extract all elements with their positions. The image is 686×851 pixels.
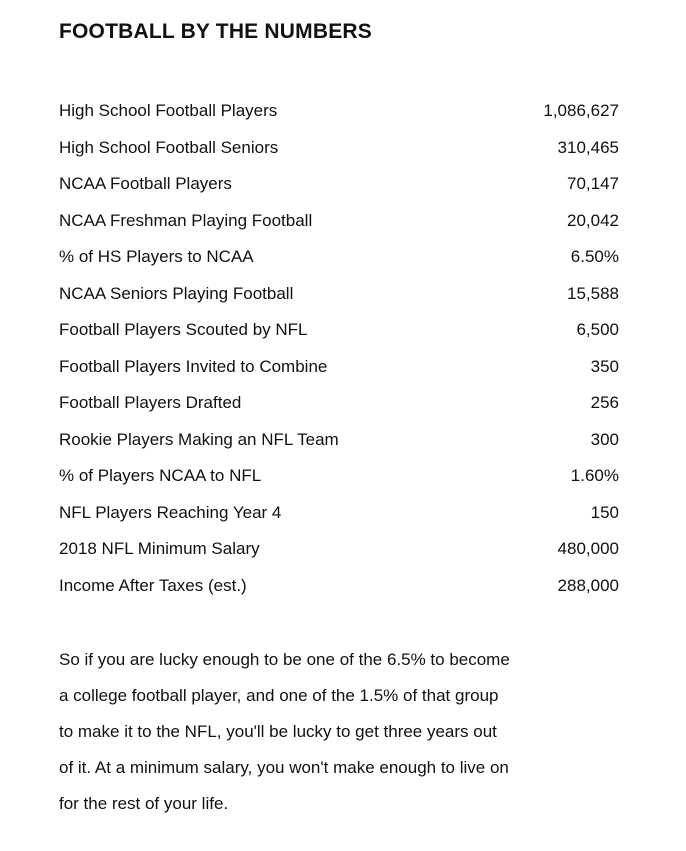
stat-label: High School Football Players xyxy=(59,101,278,121)
stat-value: 350 xyxy=(590,356,619,376)
stat-label: 2018 NFL Minimum Salary xyxy=(59,539,260,559)
stat-row xyxy=(59,568,619,605)
stat-row xyxy=(59,349,619,386)
stat-row xyxy=(59,130,619,167)
stat-value: 480,000 xyxy=(557,539,619,559)
stat-row xyxy=(59,385,619,422)
stat-label: Football Players Scouted by NFL xyxy=(59,320,308,340)
summary-paragraph xyxy=(59,642,619,822)
stat-value: 15,588 xyxy=(567,283,619,303)
stat-label: Income After Taxes (est.) xyxy=(59,575,247,595)
stats-table xyxy=(59,93,619,604)
stat-value: 310,465 xyxy=(557,137,619,157)
stat-label: NCAA Freshman Playing Football xyxy=(59,210,313,230)
stat-row xyxy=(59,458,619,495)
stat-row xyxy=(59,166,619,203)
stat-label: % of Players NCAA to NFL xyxy=(59,466,262,486)
summary-line: So if you are lucky enough to be one of the 6.5% to become xyxy=(59,650,510,669)
stat-label: NCAA Seniors Playing Football xyxy=(59,283,294,303)
stat-label: Football Players Drafted xyxy=(59,393,242,413)
stat-value: 1.60% xyxy=(570,466,619,486)
stat-label: High School Football Seniors xyxy=(59,137,279,157)
summary-line: to make it to the NFL, you'll be lucky to get three years out xyxy=(59,722,497,741)
stat-value: 6,500 xyxy=(576,320,619,340)
stat-row xyxy=(59,203,619,240)
stat-value: 1,086,627 xyxy=(543,101,619,121)
stat-row xyxy=(59,531,619,568)
stat-row xyxy=(59,276,619,313)
summary-line: a college football player, and one of the 1.5% of that group xyxy=(59,686,499,705)
stat-label: Football Players Invited to Combine xyxy=(59,356,328,376)
stat-value: 288,000 xyxy=(557,575,619,595)
stat-row xyxy=(59,93,619,130)
stat-row xyxy=(59,422,619,459)
stat-value: 300 xyxy=(590,429,619,449)
stat-label: NCAA Football Players xyxy=(59,174,232,194)
document-title: FOOTBALL BY THE NUMBERS xyxy=(59,20,372,43)
stat-label: Rookie Players Making an NFL Team xyxy=(59,429,339,449)
stat-label: % of HS Players to NCAA xyxy=(59,247,254,267)
stat-value: 256 xyxy=(590,393,619,413)
summary-line: of it. At a minimum salary, you won't make enough to live on xyxy=(59,758,509,777)
stat-row xyxy=(59,495,619,532)
stat-row xyxy=(59,239,619,276)
stat-value: 70,147 xyxy=(567,174,619,194)
stat-value: 20,042 xyxy=(567,210,619,230)
stat-value: 150 xyxy=(590,502,619,522)
stat-value: 6.50% xyxy=(570,247,619,267)
summary-line: for the rest of your life. xyxy=(59,794,229,813)
stat-row xyxy=(59,312,619,349)
stat-label: NFL Players Reaching Year 4 xyxy=(59,502,282,522)
